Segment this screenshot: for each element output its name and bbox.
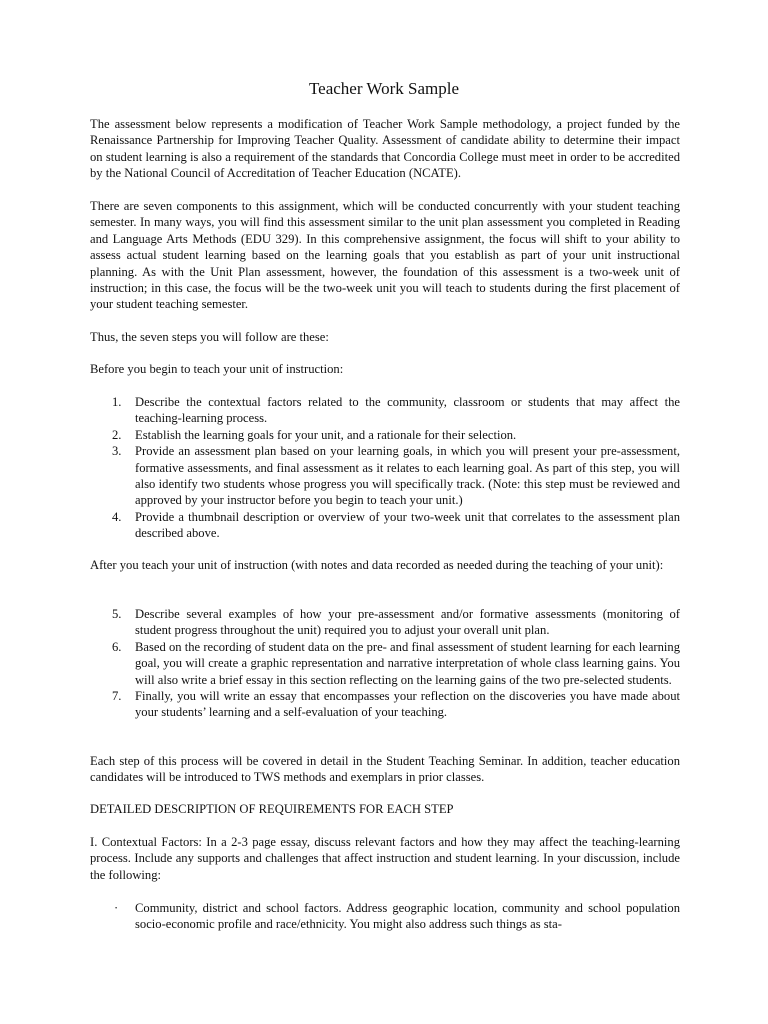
components-paragraph: There are seven components to this assignment, which will be conducted concurrently with your student teaching semester. In many ways, you will find this assessment similar to the unit plan assessment you completed in Reading and Language Arts Methods (EDU 329). In this comprehensive assignment, the focus will shift to your ability to assess actual student learning based on the learning goals that you establish as part of your unit instructional planning. As with the Unit Plan assessment, however, the foundation of this assessment is a two-week unit of instruction; in this case, the focus will be the two-week unit you will teach to students during the first placement of your student teaching semester.	[90, 199, 680, 312]
before-heading: Before you begin to teach your unit of instruction:	[90, 362, 344, 376]
list-item: 2. Establish the learning goals for your unit, and a rationale for their selection.	[112, 427, 517, 442]
thus-paragraph: Thus, the seven steps you will follow are these:	[90, 330, 329, 344]
after-steps-list	[90, 606, 680, 721]
list-item: · Community, district and school factors. Address geographic location, community and school population socio-economic profile and race/ethnicity. You might also address such things as sta-	[114, 901, 680, 932]
list-item: 3. Provide an assessment plan based on your learning goals, in which you will present your pre-assessment, formative assessments, and final assessment as it relates to each learning goal. As part of this step, you will also identify two students whose progress you will specifically track. (Note: this step must be reviewed and approved by your instructor before you begin to teach your unit.)	[112, 444, 680, 508]
after-heading: After you teach your unit of instruction (with notes and data recorded as needed during the teaching of your unit):	[90, 558, 664, 572]
list-item: 6. Based on the recording of student data on the pre- and final assessment of student learning for each learning goal, you will create a graphic representation and narrative interpretation of whole class learning gains. You will also write a brief essay in this section reflecting on the learning gains of the two pre-selected students.	[112, 639, 680, 687]
seminar-paragraph: Each step of this process will be covered in detail in the Student Teaching Seminar. In addition, teacher education candidates will be introduced to TWS methods and exemplars in prior classes.	[90, 754, 680, 785]
list-item: 4. Provide a thumbnail description or overview of your two-week unit that correlates to the assessment plan described above.	[112, 509, 680, 541]
list-item: 1. Describe the contextual factors related to the community, classroom or students that may affect the teaching-learning process.	[112, 395, 680, 426]
page-title: Teacher Work Sample	[308, 79, 460, 98]
list-item: 7. Finally, you will write an essay that encompasses your reflection on the discoveries you have made about your students’ learning and a self-evaluation of your teaching.	[112, 689, 680, 720]
contextual-bullets-list	[90, 900, 680, 933]
list-item: 5. Describe several examples of how your pre-assessment and/or formative assessments (monitoring of student progress throughout the unit) required you to adjust your overall unit plan.	[112, 607, 680, 638]
intro-paragraph: The assessment below represents a modification of Teacher Work Sample methodology, a project funded by the Renaissance Partnership for Improving Teacher Quality. Assessment of candidate ability to determine their impact on student learning is also a requirement of the standards that Concordia College must meet in order to be accredited by the National Council of Accreditation of Teacher Education (NCATE).	[90, 117, 680, 181]
detail-heading: DETAILED DESCRIPTION OF REQUIREMENTS FOR EACH STEP	[90, 802, 454, 816]
before-steps-list	[90, 394, 680, 542]
contextual-factors-paragraph: I. Contextual Factors: In a 2-3 page essay, discuss relevant factors and how they may affect the teaching-learning process. Include any supports and challenges that affect instruction and student learning. In your discussion, include the following:	[90, 835, 680, 882]
